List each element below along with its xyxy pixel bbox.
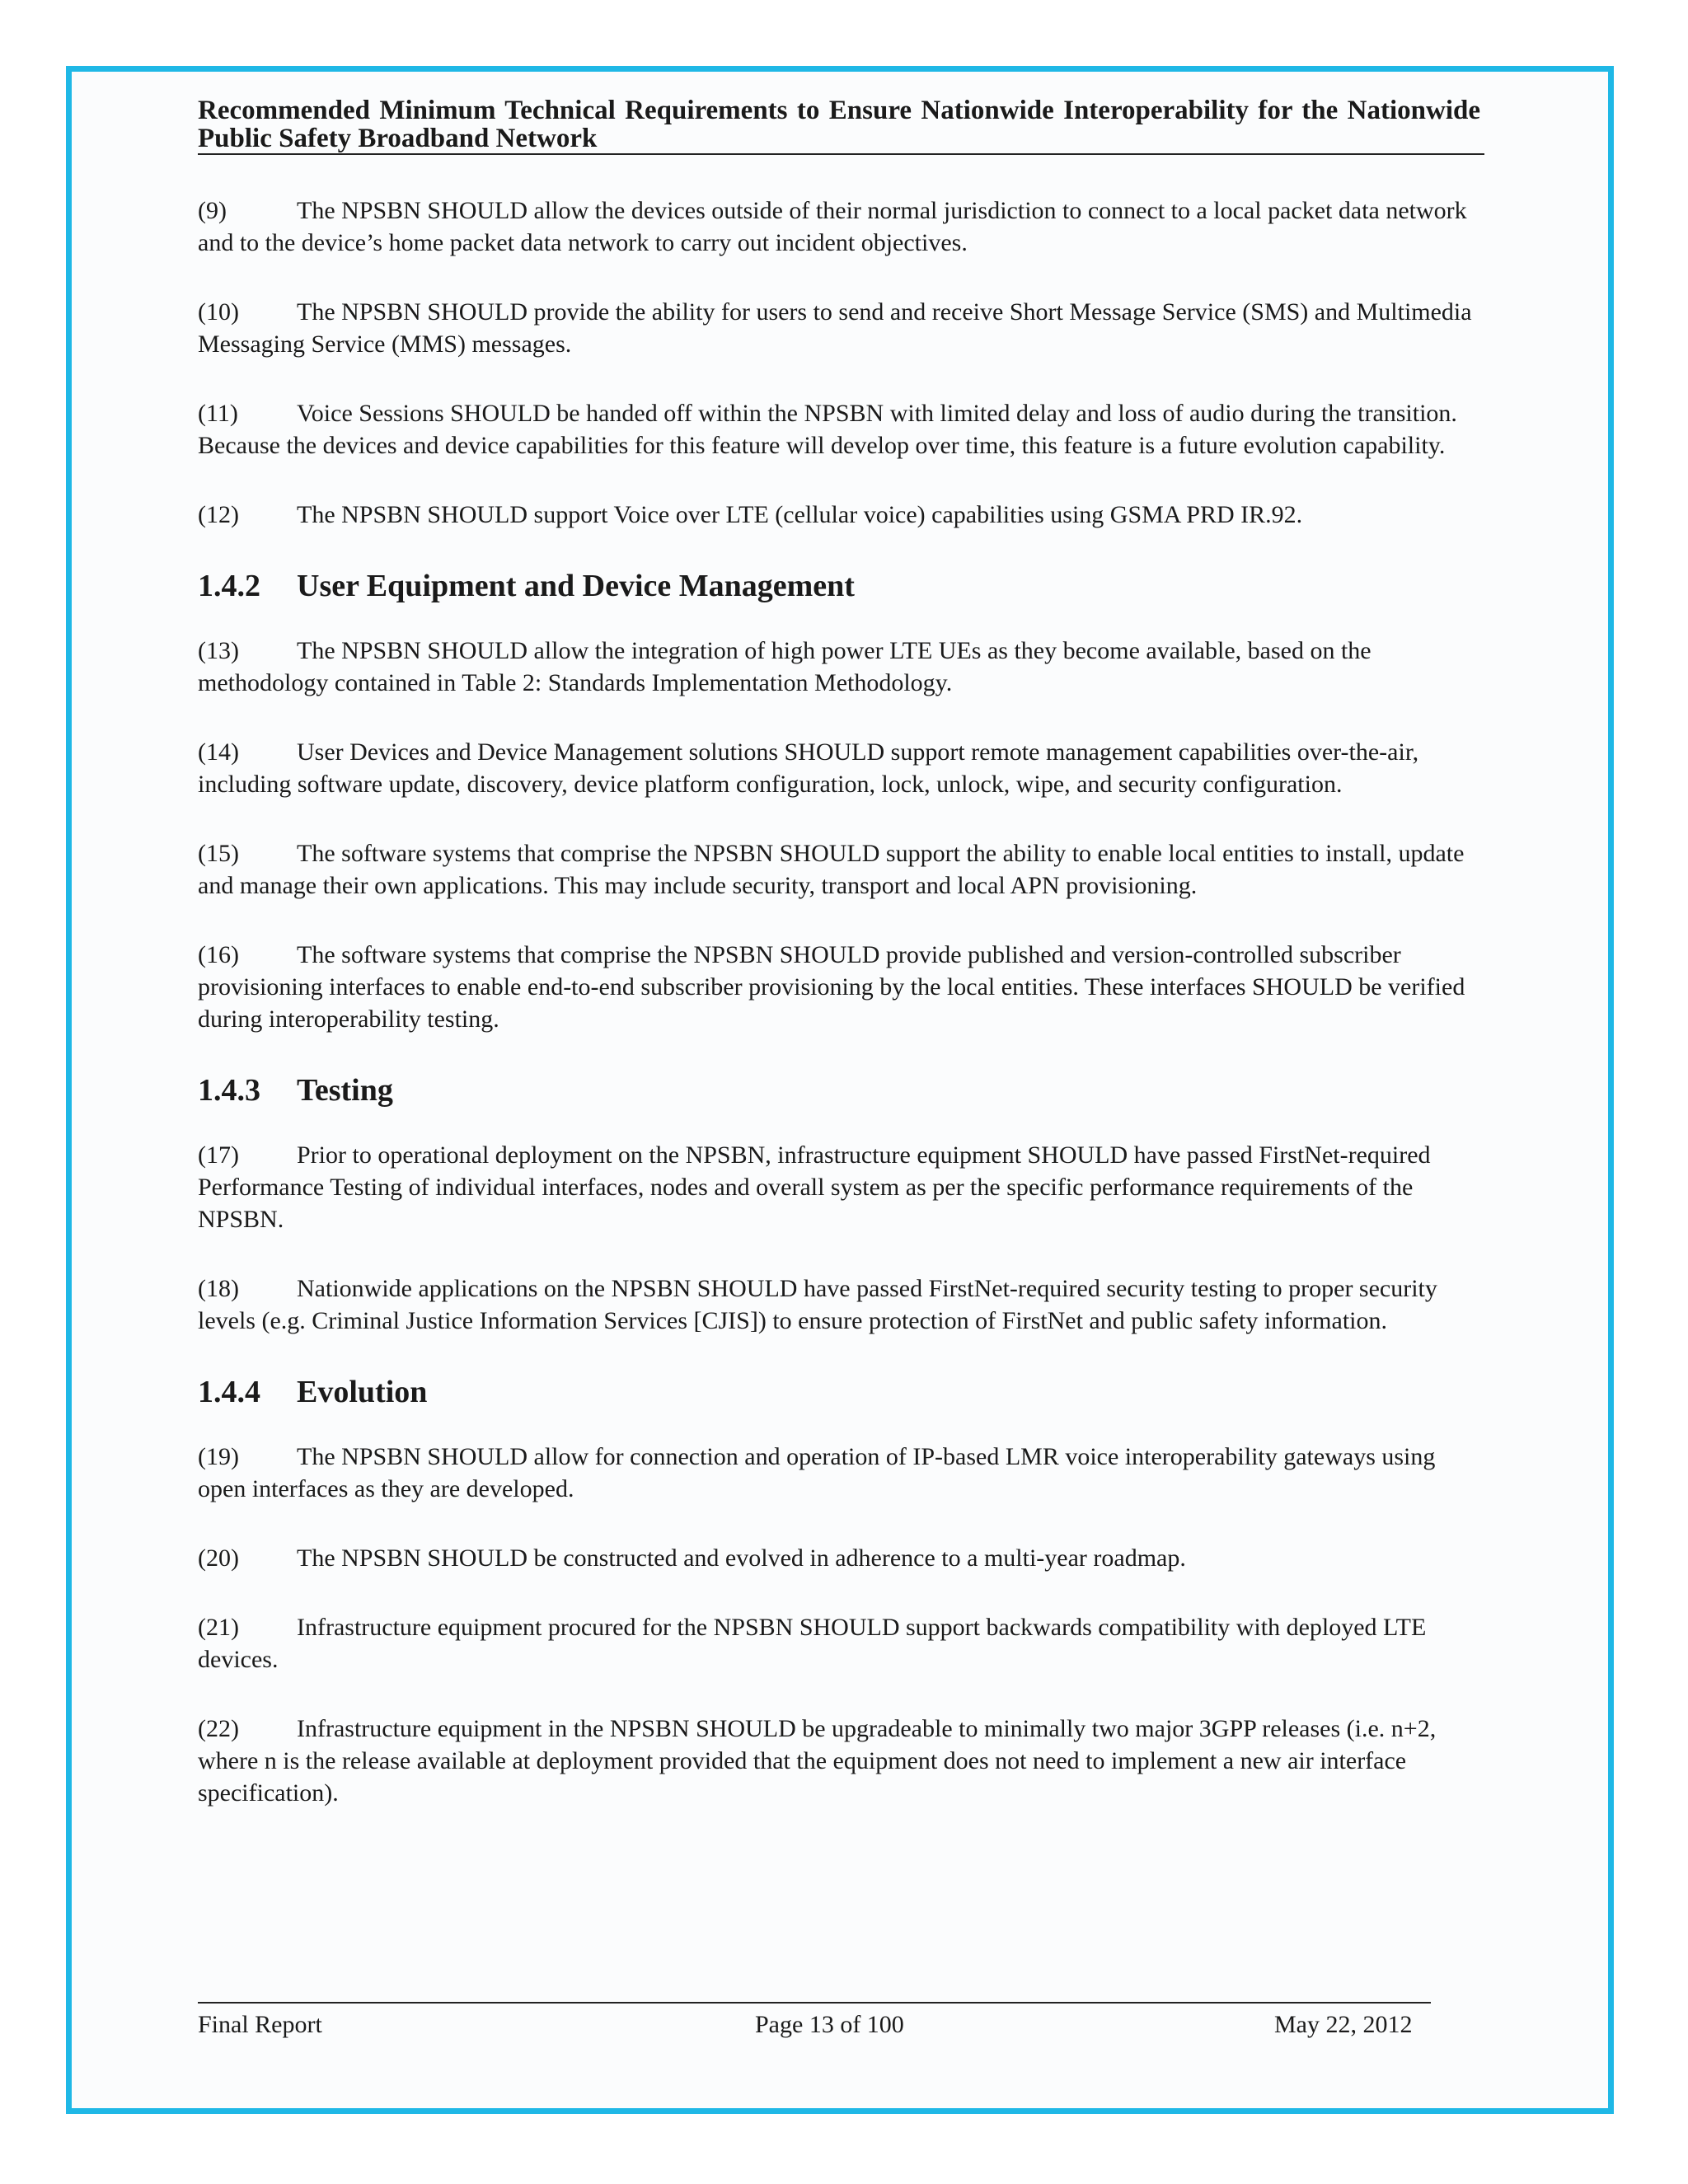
section-title: User Equipment and Device Management [297,569,855,603]
requirement-number: (17) [198,1141,239,1169]
requirement-number: (21) [198,1614,239,1641]
requirement-21 [198,1611,1480,1675]
requirement-number: (20) [198,1544,239,1572]
requirement-9 [198,194,1480,259]
requirement-15 [198,837,1480,902]
requirement-text: The NPSBN SHOULD provide the ability for users to send and receive Short Message Service (SMS) and Multimedia Messaging Service (MMS) messages. [198,298,1472,358]
section-heading-1-4-4 [198,1374,1480,1410]
section-heading-1-4-2 [198,568,1480,604]
requirement-text: Voice Sessions SHOULD be handed off within the NPSBN with limited delay and loss of audio during the transition. Because the devices and device capabilities for this feature will develop over time, this feature is a future evolution capability. [198,400,1457,459]
section-number: 1.4.4 [198,1375,260,1409]
requirement-number: (14) [198,738,239,766]
running-header-title: Recommended Minimum Technical Requirements to Ensure Nationwide Interoperability for the Nationwide Public Safety Broadband Network [198,96,1480,153]
requirement-text: The NPSBN SHOULD allow for connection and operation of IP-based LMR voice interoperability gateways using open interfaces as they are developed. [198,1443,1436,1502]
section-heading-1-4-3 [198,1072,1480,1108]
footer-report-label: Final Report [198,2011,322,2038]
requirement-12 [198,499,1480,531]
requirement-16 [198,939,1480,1035]
requirement-14 [198,736,1480,800]
requirement-20 [198,1542,1480,1574]
footer-divider [198,2002,1431,2004]
requirement-number: (18) [198,1275,239,1302]
requirement-10 [198,296,1480,360]
section-title: Evolution [297,1375,428,1409]
section-title: Testing [297,1073,393,1108]
requirement-13 [198,635,1480,699]
requirement-number: (11) [198,400,238,427]
requirement-text: The NPSBN SHOULD support Voice over LTE (cellular voice) capabilities using GSMA PRD IR.92. [297,501,1303,528]
requirement-text: Nationwide applications on the NPSBN SHOULD have passed FirstNet-required security testing to proper security levels (e.g. Criminal Justice Information Services [CJIS]) to ensure protection of FirstNet and public safety information. [198,1275,1437,1334]
footer-page-number: Page 13 of 100 [755,2011,904,2038]
requirement-number: (10) [198,298,239,326]
requirement-22 [198,1713,1480,1809]
requirement-number: (22) [198,1715,239,1742]
requirement-18 [198,1272,1480,1337]
requirement-number: (9) [198,197,227,224]
requirement-text: The NPSBN SHOULD allow the devices outside of their normal jurisdiction to connect to a local packet data network and to the device’s home packet data network to carry out incident objectives. [198,197,1467,256]
requirement-text: Prior to operational deployment on the NPSBN, infrastructure equipment SHOULD have passed FirstNet-required Performance Testing of individual interfaces, nodes and overall system as per the specific performance requirements of the NPSBN. [198,1141,1431,1233]
requirement-17 [198,1139,1480,1235]
requirement-number: (16) [198,941,239,968]
requirement-text: The NPSBN SHOULD allow the integration of high power LTE UEs as they become available, based on the methodology contained in Table 2: Standards Implementation Methodology. [198,637,1372,696]
document-body [198,194,1480,1846]
requirement-number: (15) [198,840,239,867]
requirement-text: Infrastructure equipment procured for the NPSBN SHOULD support backwards compatibility with deployed LTE devices. [198,1614,1427,1673]
requirement-11 [198,397,1480,462]
requirement-text: Infrastructure equipment in the NPSBN SHOULD be upgradeable to minimally two major 3GPP releases (i.e. n+2, where n is the release available at deployment provided that the equipment does not need to implement a new air interface specification). [198,1715,1437,1807]
section-number: 1.4.2 [198,569,260,603]
requirement-text: The NPSBN SHOULD be constructed and evolved in adherence to a multi-year roadmap. [297,1544,1186,1572]
requirement-text: User Devices and Device Management solutions SHOULD support remote management capabilities over-the-air, including software update, discovery, device platform configuration, lock, unlock, wipe, and security configuration. [198,738,1419,798]
requirement-number: (19) [198,1443,239,1470]
section-number: 1.4.3 [198,1073,260,1108]
footer-date: May 22, 2012 [1274,2011,1413,2038]
requirement-number: (12) [198,501,239,528]
requirement-number: (13) [198,637,239,664]
requirement-text: The software systems that comprise the NPSBN SHOULD provide published and version-controlled subscriber provisioning interfaces to enable end-to-end subscriber provisioning by the local entities. These interfaces SHOULD be verified during interoperability testing. [198,941,1465,1033]
requirement-text: The software systems that comprise the NPSBN SHOULD support the ability to enable local entities to install, update and manage their own applications. This may include security, transport and local APN provisioning. [198,840,1465,899]
header-divider [198,153,1484,155]
requirement-19 [198,1441,1480,1505]
